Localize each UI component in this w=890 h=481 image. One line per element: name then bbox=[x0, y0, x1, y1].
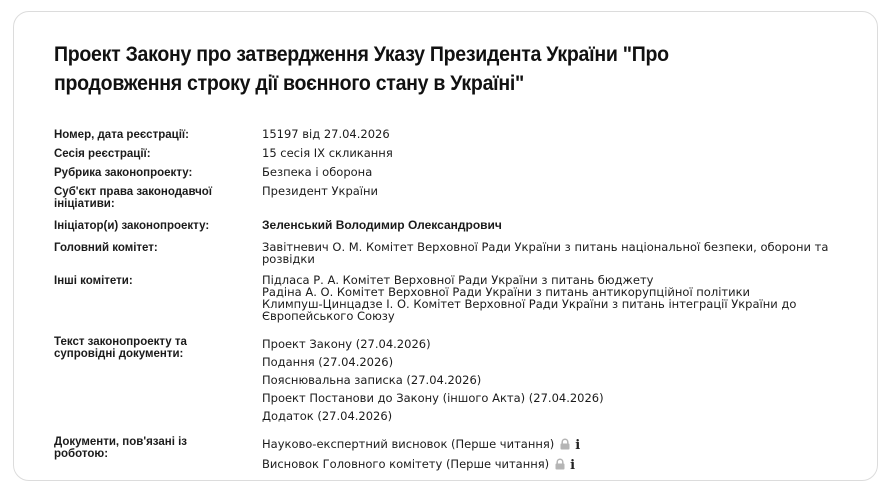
related-document-item bbox=[262, 438, 884, 452]
value-other-committees bbox=[262, 273, 884, 322]
value-registration: 15197 від 27.04.2026 bbox=[262, 127, 390, 141]
label-initiator: Ініціатор(и) законопроекту: bbox=[54, 220, 210, 232]
row-other-committees bbox=[54, 273, 884, 322]
label-rubric: Рубрика законопроекту: bbox=[54, 167, 193, 179]
label-subject: Суб'єкт права законодавчої ініціативи: bbox=[54, 186, 213, 210]
document-link[interactable]: Проект Постанови до Закону (іншого Акта) (27.04.2026) bbox=[262, 391, 604, 405]
committee-item: Підласа Р. А. Комітет Верховної Ради України з питань бюджету bbox=[262, 273, 654, 287]
row-registration bbox=[54, 127, 884, 141]
row-subject bbox=[54, 184, 884, 210]
label-other-committees: Інші комітети: bbox=[54, 275, 133, 287]
page-title: Проект Закону про затвердження Указу Президента України "Про продовження строку дії воєнного стану в Україні" bbox=[54, 43, 669, 95]
value-session: 15 сесія IX скликання bbox=[262, 146, 393, 160]
bill-details bbox=[54, 127, 884, 477]
value-subject: Президент України bbox=[262, 184, 378, 198]
row-initiator bbox=[54, 218, 884, 232]
committee-item: Радіна А. О. Комітет Верховної Ради України з питань антикорупційної політики bbox=[262, 285, 750, 299]
info-icon[interactable]: i bbox=[570, 458, 576, 473]
row-session bbox=[54, 146, 884, 160]
info-icon[interactable]: i bbox=[575, 438, 581, 453]
document-link[interactable]: Проект Закону (27.04.2026) bbox=[262, 337, 431, 351]
committee-item: Климпуш-Цинцадзе І. О. Комітет Верховної Ради України з питань інтеграції України до Європейського Союзу bbox=[262, 297, 797, 323]
value-rubric: Безпека і оборона bbox=[262, 165, 373, 179]
bill-card bbox=[13, 11, 878, 481]
value-main-committee: Завітневич О. М. Комітет Верховної Ради України з питань національної безпеки, оборони та розвідки bbox=[262, 240, 829, 266]
document-link[interactable]: Додаток (27.04.2026) bbox=[262, 409, 393, 423]
lock-icon bbox=[559, 438, 571, 450]
value-documents bbox=[262, 334, 884, 422]
label-documents: Текст законопроекту та супровідні документи: bbox=[54, 336, 187, 360]
related-document-link[interactable]: Висновок Головного комітету (Перше читання) bbox=[262, 457, 550, 471]
lock-icon bbox=[554, 458, 566, 470]
document-link[interactable]: Подання (27.04.2026) bbox=[262, 355, 394, 369]
related-document-link[interactable]: Науково-експертний висновок (Перше читання) bbox=[262, 437, 555, 451]
row-documents bbox=[54, 334, 884, 422]
label-registration: Номер, дата реєстрації: bbox=[54, 129, 189, 141]
value-related-documents bbox=[262, 434, 884, 472]
document-link[interactable]: Пояснювальна записка (27.04.2026) bbox=[262, 373, 482, 387]
row-main-committee bbox=[54, 240, 884, 265]
label-session: Сесія реєстрації: bbox=[54, 148, 151, 160]
label-related-documents: Документи, пов'язані із роботою: bbox=[54, 436, 187, 460]
row-related-documents bbox=[54, 434, 884, 472]
row-rubric bbox=[54, 165, 884, 179]
label-main-committee: Головний комітет: bbox=[54, 242, 158, 254]
value-initiator: Зеленський Володимир Олександрович bbox=[262, 218, 502, 232]
related-document-item bbox=[262, 458, 884, 472]
